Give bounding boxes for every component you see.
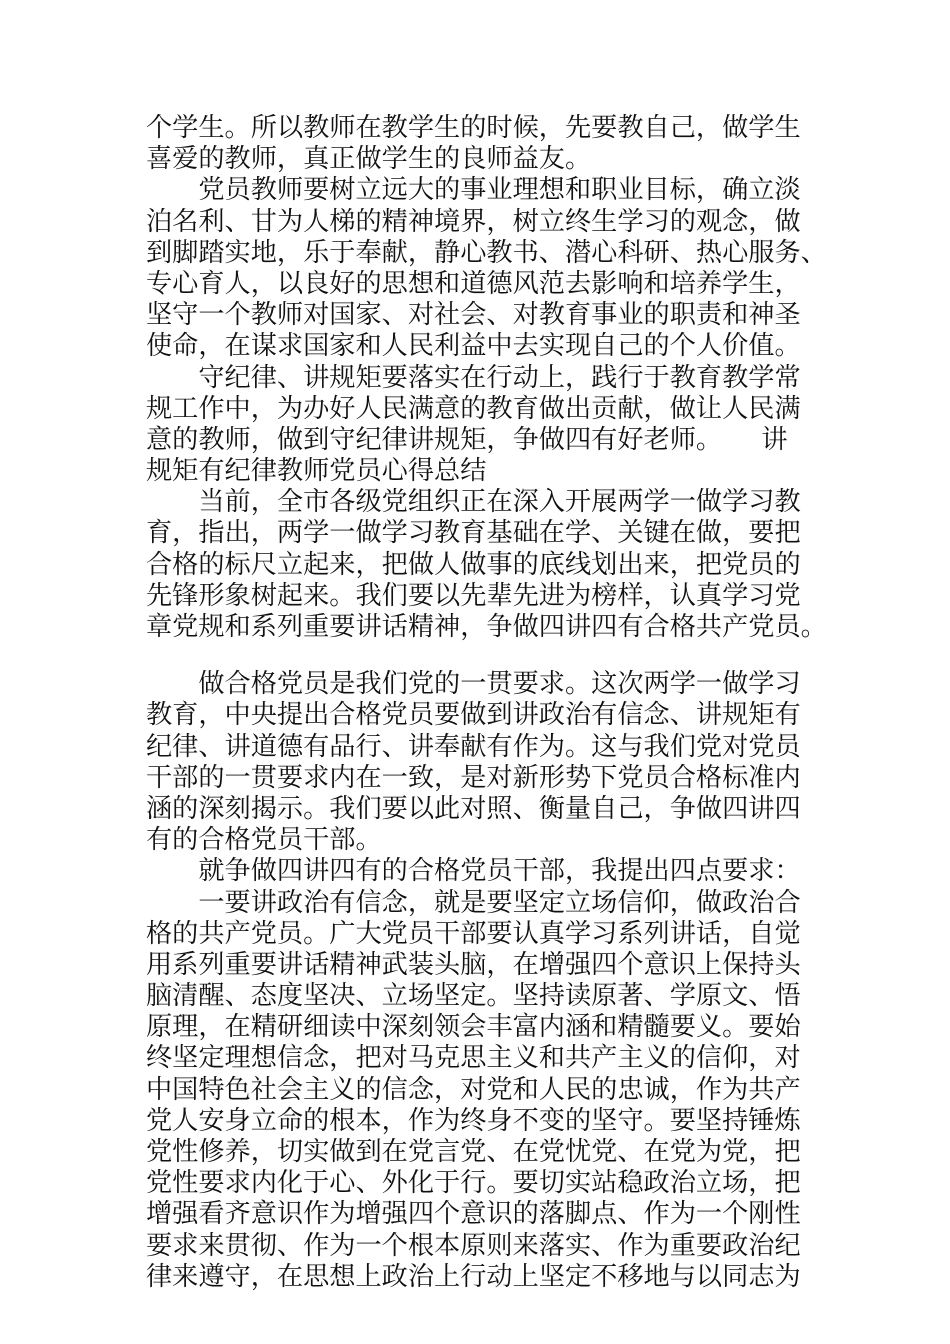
text-line: 纪律、讲道德有品行、讲奉献有作为。这与我们党对党员 [146, 731, 801, 762]
text-line: 党性修养，切实做到在党言党、在党忧党、在党为党，把 [146, 1137, 801, 1167]
text-line: 育，指出，两学一做学习教育基础在学、关键在做，要把 [146, 518, 801, 549]
text-line: 干部的一贯要求内在一致，是对新形势下党员合格标准内 [146, 762, 801, 793]
document-body [146, 113, 827, 1293]
text-line: 意的教师，做到守纪律讲规矩，争做四有好老师。 讲 [146, 424, 788, 455]
text-line: 到脚踏实地，乐于奉献，静心教书、潜心科研、热心服务、 [146, 237, 827, 268]
text-line: 教育，中央提出合格党员要做到讲政治有信念、讲规矩有 [146, 700, 801, 731]
text-line: 做合格党员是我们党的一贯要求。这次两学一做学习 [146, 669, 801, 700]
text-line: 终坚定理想信念，把对马克思主义和共产主义的信仰，对 [146, 1043, 801, 1074]
text-line: 个学生。所以教师在教学生的时候，先要教自己，做学生 [146, 113, 801, 143]
text-line: 喜爱的教师，真正做学生的良师益友。 [146, 144, 592, 175]
text-line: 格的共产党员。广大党员干部要认真学习系列讲话，自觉 [146, 918, 801, 949]
text-line: 一要讲政治有信念，就是要坚定立场信仰，做政治合 [146, 887, 801, 918]
text-line: 党人安身立命的根本，作为终身不变的坚守。要坚持锤炼 [146, 1105, 801, 1136]
text-line: 先锋形象树起来。我们要以先辈先进为榜样，认真学习党 [146, 580, 801, 611]
text-line: 党员教师要树立远大的事业理想和职业目标，确立淡 [146, 175, 801, 206]
text-line: 使命，在谋求国家和人民利益中去实现自己的个人价值。 [146, 331, 801, 362]
text-line: 中国特色社会主义的信念，对党和人民的忠诚，作为共产 [146, 1074, 801, 1105]
text-line: 章党规和系列重要讲话精神，争做四讲四有合格共产党员。 [146, 612, 827, 642]
text-line: 坚守一个教师对国家、对社会、对教育事业的职责和神圣 [146, 300, 801, 331]
text-line: 就争做四讲四有的合格党员干部，我提出四点要求： [146, 856, 801, 887]
text-line: 当前，全市各级党组织正在深入开展两学一做学习教 [146, 487, 801, 518]
text-line: 合格的标尺立起来，把做人做事的底线划出来，把党员的 [146, 549, 801, 580]
text-line: 有的合格党员干部。 [146, 825, 382, 856]
text-line: 规工作中，为办好人民满意的教育做出贡献，做让人民满 [146, 393, 801, 424]
text-line: 脑清醒、态度坚决、立场坚定。坚持读原著、学原文、悟 [146, 981, 801, 1012]
text-line: 律来遵守，在思想上政治上行动上坚定不移地与以同志为 [146, 1261, 801, 1292]
text-line: 专心育人，以良好的思想和道德风范去影响和培养学生， [146, 268, 801, 299]
text-line: 要求来贯彻、作为一个根本原则来落实、作为重要政治纪 [146, 1230, 801, 1261]
text-line: 泊名利、甘为人梯的精神境界，树立终生学习的观念，做 [146, 206, 801, 237]
text-line: 用系列重要讲话精神武装头脑，在增强四个意识上保持头 [146, 949, 801, 980]
text-line: 党性要求内化于心、外化于行。要切实站稳政治立场，把 [146, 1168, 801, 1199]
text-line: 原理，在精研细读中深刻领会丰富内涵和精髓要义。要始 [146, 1012, 801, 1043]
text-line: 守纪律、讲规矩要落实在行动上，践行于教育教学常 [146, 362, 801, 393]
paragraph-gap [146, 643, 786, 669]
text-line: 增强看齐意识作为增强四个意识的落脚点、作为一个刚性 [146, 1199, 801, 1230]
text-line: 涵的深刻揭示。我们要以此对照、衡量自己，争做四讲四 [146, 793, 801, 824]
text-line: 规矩有纪律教师党员心得总结 [146, 456, 487, 487]
